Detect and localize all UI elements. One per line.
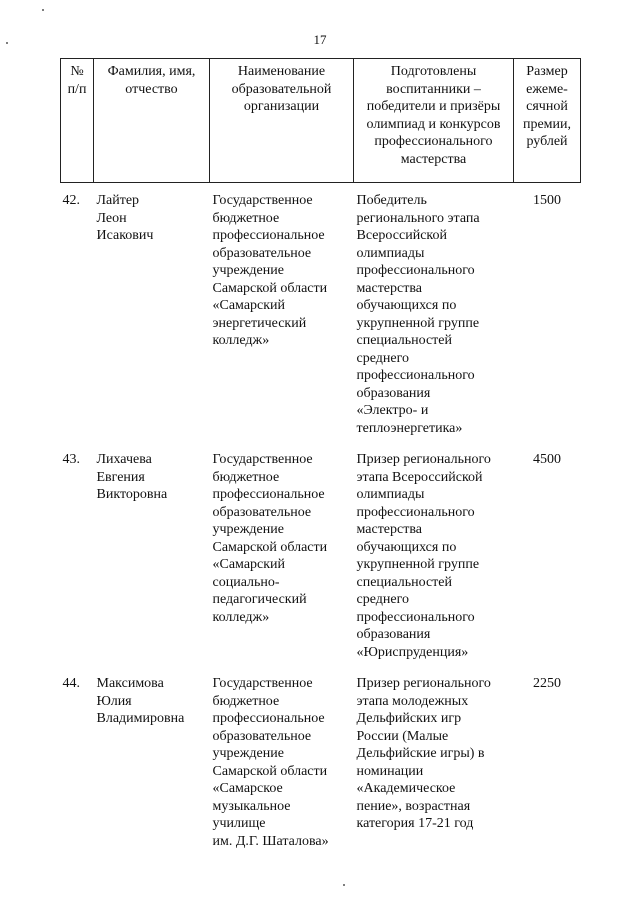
text-line: обучающихся по (356, 539, 457, 555)
text-line: укрупненной группе (356, 315, 480, 331)
text-line: «Юриспруденция» (356, 644, 469, 660)
text-line: Государственное (212, 676, 313, 691)
text-line: бюджетное (212, 469, 280, 485)
person-name (94, 666, 210, 860)
table-row (61, 666, 581, 860)
text-line: мастерства (356, 280, 422, 296)
text-line: победители и призёры (366, 99, 501, 114)
person-name (94, 442, 210, 666)
text-line: Всероссийской (356, 228, 447, 243)
text-line: учреждение (212, 522, 284, 537)
text-line: Самарской области (212, 539, 328, 555)
text-line: профессиональное (212, 487, 325, 502)
text-line: педагогический (212, 592, 307, 607)
text-line: обучающихся по (356, 298, 457, 313)
header-row (61, 59, 581, 183)
text-line: образования (356, 385, 431, 401)
text-line: регионального этапа (356, 210, 480, 226)
name-line: Исакович (96, 228, 154, 243)
text-line: сячной (526, 99, 568, 114)
text-line: им. Д.Г. Шаталова» (212, 833, 329, 849)
text-line: профессионального (356, 263, 475, 278)
text-line: образовательной (231, 81, 332, 97)
awards-table (60, 58, 581, 860)
text-line: олимпиады (356, 245, 425, 261)
table-header (61, 59, 581, 183)
header-number (61, 59, 94, 183)
scan-speck (343, 884, 345, 886)
text-line: отчество (125, 81, 178, 97)
name-line: Леон (96, 210, 127, 226)
scan-speck (42, 9, 44, 11)
text-line: Призер регионального (356, 452, 491, 467)
text-line: учреждение (212, 746, 284, 761)
text-line: профессионального (356, 368, 475, 383)
text-line: олимпиады (356, 487, 425, 502)
page-number: 17 (313, 32, 327, 47)
text-line: организации (243, 99, 320, 114)
table-row (61, 183, 581, 443)
text-line: учреждение (212, 263, 284, 278)
text-line: среднего (356, 592, 409, 607)
text-line: образовательное (212, 728, 312, 744)
prize-amount: 4500 (533, 452, 561, 467)
text-line: категория 17-21 год (356, 816, 474, 831)
achievement-description (354, 666, 514, 860)
header-prize (514, 59, 581, 183)
text-line: пение», возрастная (356, 798, 471, 814)
table-body (61, 183, 581, 861)
achievement-description (354, 442, 514, 666)
text-line: этапа молодежных (356, 693, 469, 709)
prize-amount: 2250 (533, 676, 561, 691)
text-line: России (Малые (356, 728, 449, 744)
table-row (61, 442, 581, 666)
text-line: мастерства (356, 522, 422, 537)
header-organization (210, 59, 354, 183)
name-line: Викторовна (96, 487, 168, 502)
name-line: Юлия (96, 693, 132, 709)
name-line: Лихачева (96, 452, 152, 467)
text-line: Размер (526, 64, 568, 79)
text-line: специальностей (356, 574, 452, 590)
text-line: Самарской области (212, 763, 328, 779)
text-line: образовательное (212, 504, 312, 520)
text-line: профессионального (356, 609, 475, 625)
text-line: колледж» (212, 609, 270, 625)
text-line: профессиональное (212, 711, 325, 726)
text-line: воспитанники – (386, 81, 481, 97)
text-line: ежеме- (526, 81, 568, 97)
text-line: профессионального (374, 134, 493, 149)
name-line: Лайтер (96, 193, 140, 208)
header-full-name (94, 59, 210, 183)
text-line: Призер регионального (356, 676, 491, 691)
text-line: колледж» (212, 333, 270, 348)
scan-speck (6, 42, 8, 44)
text-line: училище (212, 816, 266, 831)
text-line: специальностей (356, 333, 452, 348)
text-line: профессионального (356, 504, 475, 520)
text-line: бюджетное (212, 210, 280, 226)
text-line: рублей (526, 134, 568, 149)
name-line: Владимировна (96, 711, 185, 726)
text-line: Самарской области (212, 280, 328, 296)
text-line: «Электро- и (356, 403, 429, 418)
text-line: социально- (212, 574, 280, 590)
name-line: Евгения (96, 469, 145, 485)
text-line: среднего (356, 350, 409, 366)
prize-amount: 1500 (533, 193, 561, 208)
text-line: олимпиад и конкурсов (366, 116, 501, 132)
text-line: Дельфийских игр (356, 711, 462, 726)
organization-name (210, 666, 354, 860)
row-number: 42. (62, 193, 80, 208)
text-line: профессиональное (212, 228, 325, 243)
text-line: музыкальное (212, 798, 291, 814)
text-line: Государственное (212, 193, 313, 208)
text-line: «Самарское (212, 781, 283, 796)
text-line: бюджетное (212, 693, 280, 709)
text-line: этапа Всероссийской (356, 469, 483, 485)
text-line: № (70, 64, 84, 79)
text-line: номинации (356, 763, 424, 779)
text-line: укрупненной группе (356, 557, 480, 572)
text-line: Фамилия, имя, (107, 64, 196, 79)
person-name (94, 183, 210, 443)
organization-name (210, 183, 354, 443)
text-line: Дельфийские игры) в (356, 746, 485, 761)
text-line: образовательное (212, 245, 312, 261)
text-line: энергетический (212, 315, 307, 331)
text-line: Государственное (212, 452, 313, 467)
text-line: премии, (522, 116, 572, 132)
row-number: 43. (62, 452, 80, 467)
text-line: мастерства (400, 151, 467, 167)
text-line: Наименование (237, 64, 326, 79)
text-line: Подготовлены (390, 64, 477, 79)
text-line: образования (356, 627, 431, 642)
organization-name (210, 442, 354, 666)
text-line: п/п (67, 81, 87, 97)
row-number: 44. (62, 676, 80, 691)
text-line: «Самарский (212, 557, 286, 572)
text-line: «Академическое (356, 781, 456, 796)
text-line: теплоэнергетика» (356, 420, 463, 436)
achievement-description (354, 183, 514, 443)
header-achievement (354, 59, 514, 183)
text-line: «Самарский (212, 298, 286, 313)
name-line: Максимова (96, 676, 164, 691)
text-line: Победитель (356, 193, 427, 208)
